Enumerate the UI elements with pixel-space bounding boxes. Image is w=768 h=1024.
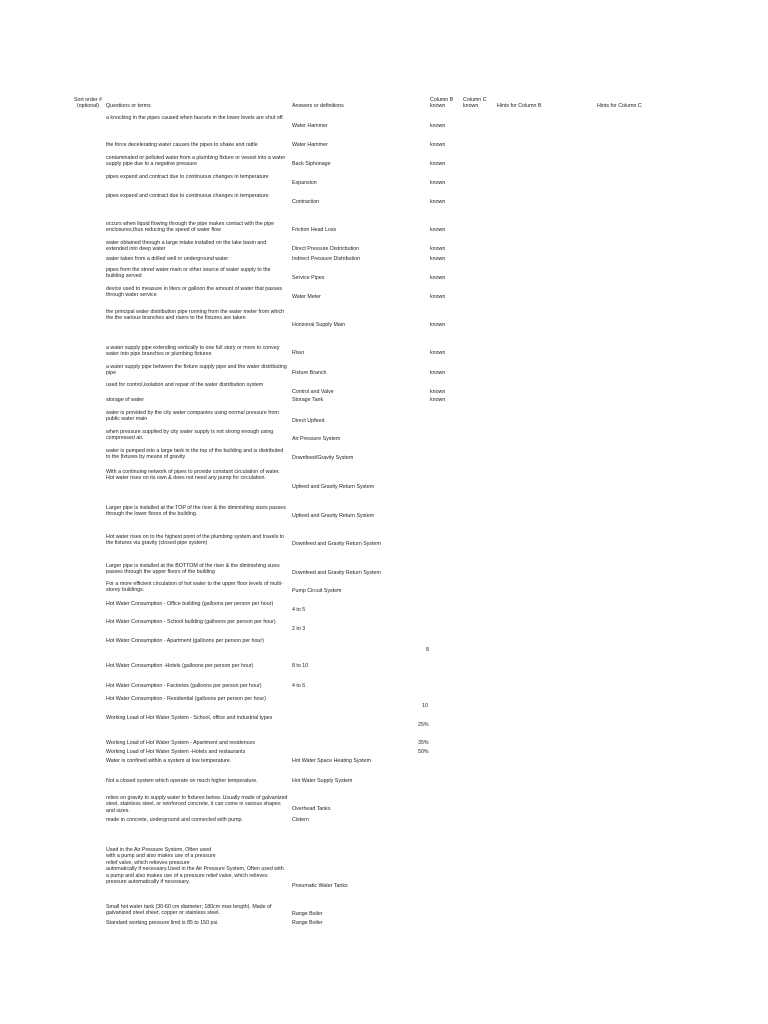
question-cell: Not a closed system which operate on much higher temperature.: [106, 778, 258, 784]
column-b-cell: known: [430, 123, 446, 129]
column-b-cell: 35%: [418, 740, 429, 746]
column-b-cell: known: [430, 161, 446, 167]
column-b-cell: known: [430, 227, 446, 233]
question-cell: Hot water rises on to the highest point of the plumbing system and travels to the fixtures via gravity (closed pipe system): [106, 534, 285, 547]
question-cell: Standard working pressure limit is 85 to 150 psi.: [106, 920, 219, 926]
answer-cell: 2 to 3: [292, 626, 306, 632]
question-cell: For a more efficient circulation of hot water to the upper floor levels of multi-storey buildings.: [106, 581, 283, 594]
question-cell: Working Load of Hot Water System - Apartment and residences: [106, 740, 255, 746]
hints-b-header: Hints for Column B: [497, 103, 542, 109]
answer-cell: Upfeed and Gravity Return System: [292, 484, 375, 490]
answer-cell: Direct Upfeed: [292, 418, 325, 424]
question-cell: when pressure supplied by city water supply is not strong enough using compressed air.: [106, 429, 274, 442]
column-b-cell: known: [430, 199, 446, 205]
answer-cell: Hot Water Space Heating System: [292, 758, 371, 764]
column-c-header: Column C known: [463, 97, 487, 110]
answer-cell: Fixture Branch: [292, 370, 327, 376]
question-cell: Larger pipe is installed at the BOTTOM of the riser & the diminishing sizes passes through the upper floors of the building: [106, 563, 280, 576]
question-cell: a water supply pipe extending vertically to one full story or more to convey water into pipe branches or plumbing fixtures: [106, 345, 280, 358]
sort-order-header: Sort order # (optional): [74, 97, 102, 110]
answer-cell: 4 to 6: [292, 683, 306, 689]
answer-cell: Hot Water Supply System: [292, 778, 353, 784]
answer-cell: Direct Pressure Districbution: [292, 246, 360, 252]
question-cell: Small hot water tank (30-60 cm diameter; 180cm max length). Made of galvanized steel sheet, copper or stainless steel.: [106, 904, 272, 917]
answer-cell: Range Boiler: [292, 911, 323, 917]
question-cell: a knocking in the pipes caused when faucets in the lower levels are shut off.: [106, 115, 285, 121]
column-b-cell: known: [430, 322, 446, 328]
answer-cell: Range Boiler: [292, 920, 323, 926]
question-cell: the force decelerating water causes the pipes to shake and rattle: [106, 142, 258, 148]
column-b-cell: 10: [422, 703, 428, 709]
column-b-cell: known: [430, 350, 446, 356]
question-cell: the principal water distribution pipe running from the water meter from which the the various branches and risers to the fixtures are taken: [106, 309, 285, 322]
question-cell: occurs when liquid flowing through the pipe makes contact with the pipe enclosures,thus reducing the speed of water flow: [106, 221, 275, 234]
question-cell: storage of water: [106, 397, 144, 403]
question-cell: pipes expand and contract due to continuous changes in temperature: [106, 174, 269, 180]
column-b-cell: known: [430, 294, 446, 300]
question-cell: water obtained through a large intake installed on the lake basin and extended into deep water: [106, 240, 267, 253]
column-b-cell: known: [430, 246, 446, 252]
question-cell: Hot Water Consumption -Hotels (galloons per person per hour): [106, 663, 254, 669]
question-cell: Hot Water Consumption - Apartment (galloons per person per hour): [106, 638, 264, 644]
question-cell: Larger pipe is installed at the TOP of the riser & the diminishing sizes passes through the lower floors of the building.: [106, 505, 286, 518]
column-b-cell: 50%: [418, 749, 429, 755]
answer-cell: Friction Head Loss: [292, 227, 337, 233]
question-cell: Working Load of Hot Water System -Hotels and restaurants: [106, 749, 246, 755]
answer-cell: Control and Valve: [292, 389, 334, 395]
question-cell: device used to measure in liters or galloon the amount of water that passes through water service: [106, 286, 283, 299]
question-cell: pipes expand and contract due to continuous changes in temperature: [106, 193, 269, 199]
question-cell: used for control,isolation and repair of the water distribution system: [106, 382, 264, 388]
answer-cell: Horizonal Supply Main: [292, 322, 345, 328]
question-cell: water is provided by the city water companies using normal pressure from public water main: [106, 410, 279, 423]
question-cell: contaminated or polluted water from a plumbing fixture or vessel into a water supply pipe due to a negative pressure: [106, 155, 286, 168]
answer-cell: 4 to 5: [292, 607, 306, 613]
answer-cell: Pump Circuit System: [292, 588, 342, 594]
question-cell: Water is confined within a system at low temperature.: [106, 758, 232, 764]
column-b-cell: known: [430, 397, 446, 403]
column-b-header: Column B known: [430, 97, 454, 110]
column-b-cell: 25%: [418, 722, 429, 728]
question-cell: water taken from a drilled well or underground water: [106, 256, 229, 262]
question-cell: made in concrete, underground and connected with pump.: [106, 817, 243, 823]
question-cell: Hot Water Consumption - School building (galloons per person per hour): [106, 619, 276, 625]
answer-cell: Contraction: [292, 199, 320, 205]
question-cell: Working Load of Hot Water System - School, office and industrial types: [106, 715, 273, 721]
column-b-cell: known: [430, 256, 446, 262]
column-b-cell: known: [430, 370, 446, 376]
question-cell: water is pumped into a large tank in the top of the building and is distributed to the fixtures by means of gravity: [106, 448, 284, 461]
answer-cell: Water Meter: [292, 294, 321, 300]
column-b-cell: known: [430, 142, 446, 148]
answer-cell: Back Siphonage: [292, 161, 331, 167]
answer-cell: Downfeed and Gravity Return System: [292, 541, 381, 547]
answer-cell: Storage Tank: [292, 397, 324, 403]
question-cell: pipes from the street water main or other source of water supply to the building served: [106, 267, 271, 280]
question-cell: a water supply pipe between the fixture supply pipe and the water distributing pipe: [106, 364, 287, 377]
answer-cell: Upfeed and Gravity Return System: [292, 513, 375, 519]
question-cell: Hot Water Consumption - Factories (galloons per person per hour): [106, 683, 262, 689]
question-cell: relies on gravity to supply water to fixtures below. Usually made of galvanized steel, stainless steel, or reinforced concrete, it can come in various shapes and sizes.: [106, 795, 288, 814]
answer-cell: Downfeed and Gravity Return System: [292, 570, 381, 576]
column-b-cell: known: [430, 180, 446, 186]
answer-cell: Downfeed/Gravity System: [292, 455, 354, 461]
answer-cell: Indirect Pressure Distribution: [292, 256, 361, 262]
answer-cell: Pneumatic Water Tanks: [292, 883, 348, 889]
answer-cell: Cistern: [292, 817, 309, 823]
answer-cell: Riser: [292, 350, 305, 356]
answer-cell: 8 to 10: [292, 663, 309, 669]
question-cell: Hot Water Consumption - Office building (galloons per person per hour): [106, 601, 274, 607]
answer-cell: Water Hammer: [292, 123, 328, 129]
answers-header: Answers or definitions: [292, 103, 344, 109]
column-b-cell: known: [430, 389, 446, 395]
answer-cell: Air Pressure System: [292, 436, 341, 442]
column-b-cell: known: [430, 275, 446, 281]
answer-cell: Service Pipes: [292, 275, 325, 281]
question-cell: With a continuing network of pipes to provide constant circulation of water. Hot water rises on its own & does not need any pump for circulation.: [106, 469, 280, 482]
questions-header: Questions or terms: [106, 103, 151, 109]
answer-cell: Overhead Tanks: [292, 806, 331, 812]
answer-cell: Water Hammer: [292, 142, 328, 148]
hints-c-header: Hints for Column C: [597, 103, 642, 109]
answer-cell: Expansion: [292, 180, 317, 186]
question-cell: Hot Water Consumption - Residential (galloons per person per hour): [106, 696, 266, 702]
column-b-cell: 8: [426, 647, 429, 653]
question-cell: Used in the Air Pressure System, Often used with a pump and also makes use of a pressure relief valve, which relieves pressure automatically if necessary.Used in the Air Pressure System, Often used with a pump and also makes use of a pressure relief valve, which relieves pressure automatically if necessary.: [106, 847, 284, 886]
